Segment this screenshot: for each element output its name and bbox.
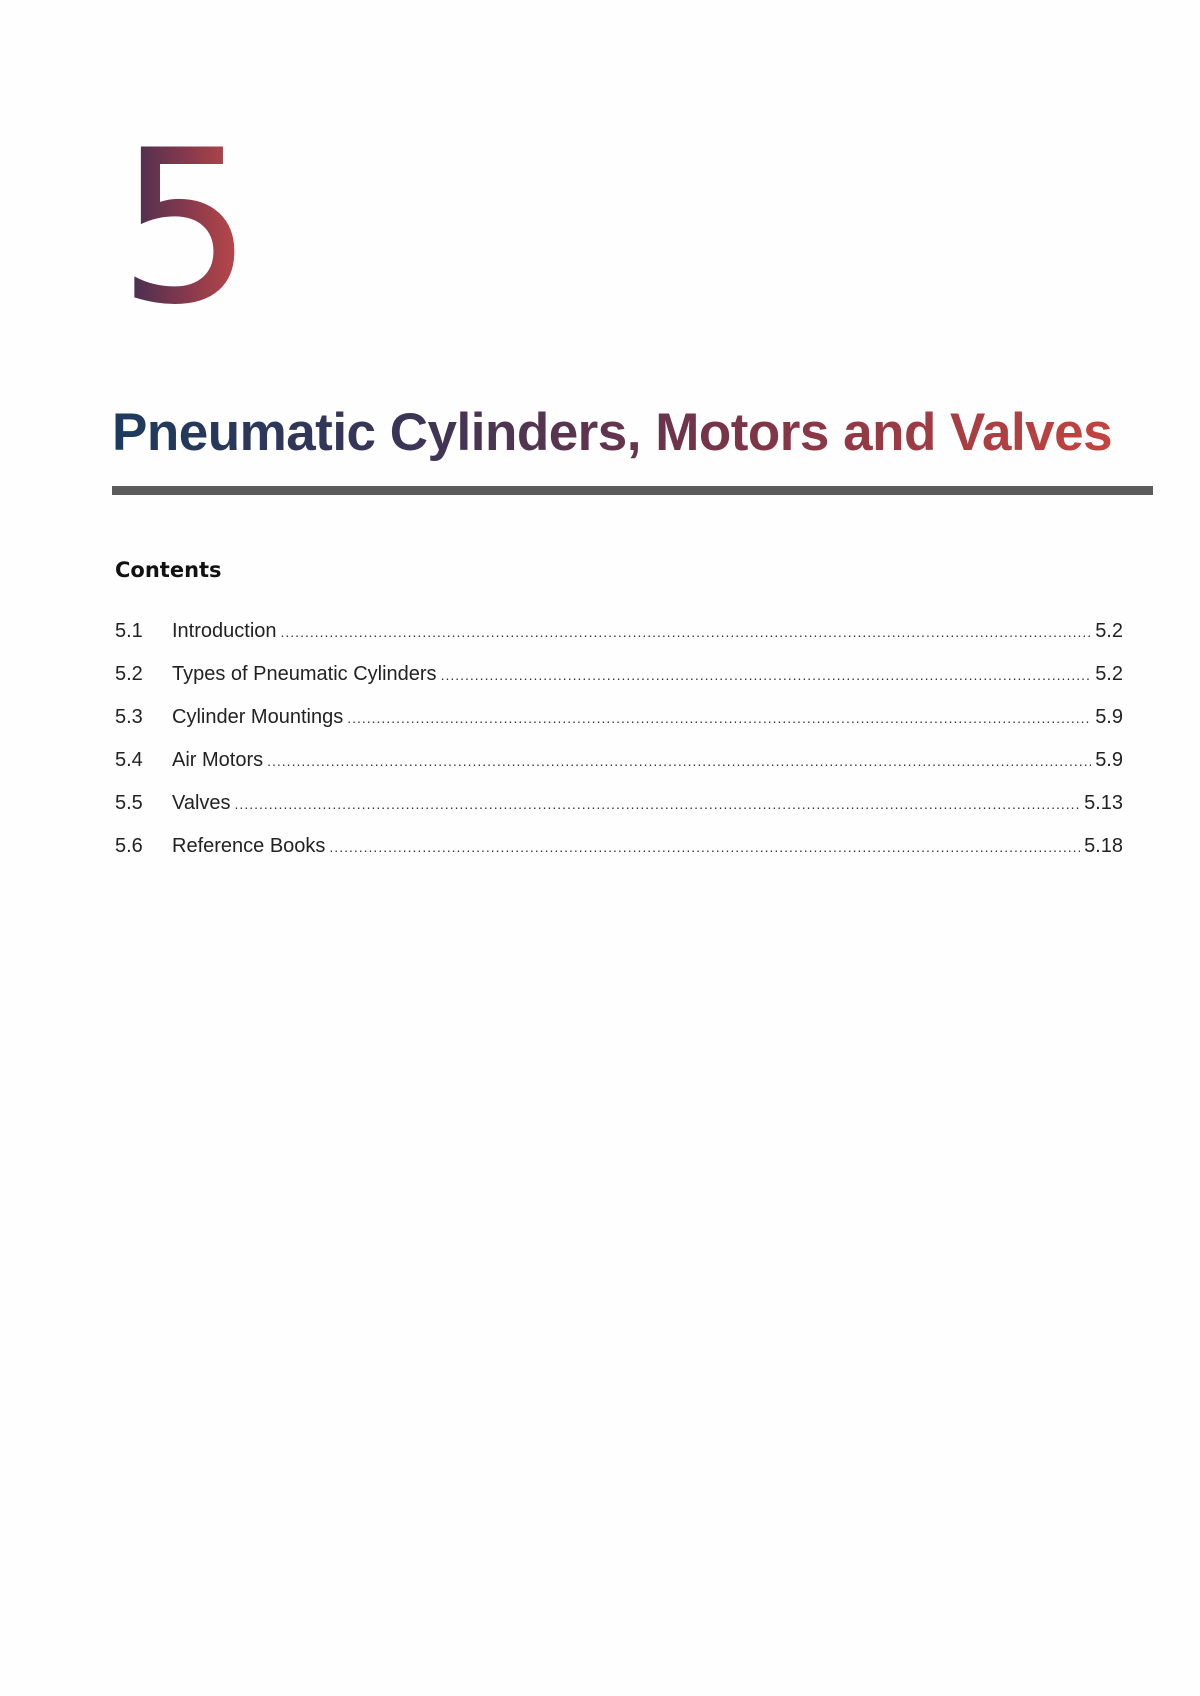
toc-entry-label: Air Motors [172, 749, 264, 771]
chapter-number: 5 [118, 104, 249, 351]
contents-heading: Contents [115, 558, 222, 582]
toc-entry-number: 5.3 [115, 706, 143, 728]
toc-entry-number: 5.5 [115, 792, 143, 814]
toc-entry-introduction[interactable] [115, 620, 1123, 663]
toc-entry-valves[interactable] [115, 792, 1123, 835]
toc-dot-leader [281, 624, 1092, 640]
toc-dot-leader [235, 796, 1081, 812]
toc-entry-cylinder-mountings[interactable] [115, 706, 1123, 749]
toc-dot-leader [267, 753, 1091, 769]
toc-entry-page: 5.2 [1095, 663, 1123, 685]
toc-entry-reference-books[interactable] [115, 835, 1123, 878]
title-rule [112, 486, 1153, 495]
toc-entry-label: Introduction [172, 620, 277, 642]
toc-entry-page: 5.9 [1095, 749, 1123, 771]
toc-dot-leader [441, 667, 1092, 683]
table-of-contents [115, 620, 1123, 878]
toc-dot-leader [329, 839, 1080, 855]
toc-entry-air-motors[interactable] [115, 749, 1123, 792]
toc-entry-label: Reference Books [172, 835, 326, 857]
toc-entry-label: Types of Pneumatic Cylinders [172, 663, 437, 685]
toc-entry-label: Cylinder Mountings [172, 706, 344, 728]
toc-entry-page: 5.13 [1084, 792, 1123, 814]
toc-entry-number: 5.1 [115, 620, 143, 642]
toc-entry-number: 5.2 [115, 663, 143, 685]
toc-entry-number: 5.6 [115, 835, 143, 857]
toc-entry-number: 5.4 [115, 749, 143, 771]
toc-entry-page: 5.9 [1095, 706, 1123, 728]
toc-entry-label: Valves [172, 792, 231, 814]
toc-entry-page: 5.2 [1095, 620, 1123, 642]
toc-entry-page: 5.18 [1084, 835, 1123, 857]
toc-dot-leader [347, 710, 1091, 726]
toc-entry-types-of-pneumatic-cylinders[interactable] [115, 663, 1123, 706]
chapter-title: Pneumatic Cylinders, Motors and Valves [112, 403, 1113, 462]
